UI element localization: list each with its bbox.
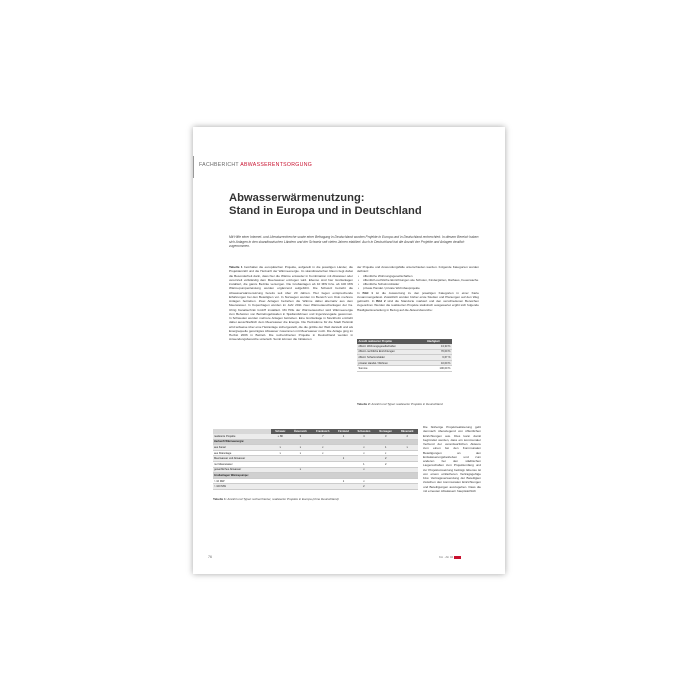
table-cell: Meerwasser und Abwasser (213, 456, 271, 462)
table-cell: 2 (396, 434, 418, 439)
table-header-cell: Häufigkeit (426, 339, 452, 344)
table-cell (375, 484, 397, 490)
table-header-cell: Anzahl realisierter Projekte (357, 339, 426, 344)
table-cell: 4 (353, 434, 375, 439)
caption-label: Tabelle 1: (213, 497, 227, 501)
table-cell: 2 (353, 484, 375, 490)
table-cell: x (271, 450, 289, 456)
table-cell (396, 484, 418, 490)
table-header-cell: Norwegen (375, 429, 397, 434)
table-cell: 3 (289, 434, 311, 439)
list-item: • private Handel / private Wohnbauprojekte (363, 286, 479, 290)
table-cell: Summe (357, 366, 426, 372)
table-cell: privater Handel / Wohnen (357, 360, 426, 366)
caption-text: Anzahl und Typen recherchierter, realisierter Projekte in Europa (ohne Deutschland) (226, 497, 339, 501)
article-title (229, 192, 422, 218)
table-cell: 3 (375, 434, 397, 439)
table-cell: x (353, 467, 375, 473)
table-header-cell: Schweden (353, 429, 375, 434)
table-cell: ≥ 80 (271, 434, 289, 439)
document-page (193, 127, 505, 574)
body-column-2 (357, 265, 479, 312)
col2-body (357, 291, 479, 312)
table-header-cell: Schweiz (271, 429, 289, 434)
body-text-1: beinhaltet die europäischen Projekte, aufgeteilt in die jeweiligen Länder, die Projektanzahl und die Herkunft der Wärmeenergie. Im skandinavischen Raum liegt dabei die Besonderheit darin, dass hier die Wärme entweder in Kombination mit Abwasser oder vereinzelt vollständig dem Meerwasser entzogen wird. Ebenso sind hier Großanlagen installiert, die ganze Bezirke versorgen. Die Großanlagen ab 10 MW bzw. ab 100 MW Wärmepumpenleistung werden ergänzend aufgeführt. Die Schweiz betreibt die Abwasserwärmenutzung bereits seit über 20 Jahren. Hier liegen entsprechende Erfahrungen bei den Beteiligten vor. In Norwegen werden im Bereich von Oslo mehrere Anlagen betrieben. Zwei Anlagen beziehen die Wärme dabei alternativ aus dem Meerwasser. In Kopenhagen wurden im Jahr 2011 zwei Wärmetauschanlagen der Fa. Uhrig Kanaltechnik GmbH installiert. Mit Hilfe der Wärmetauscher wird Wärmeenergie zum Beheizen von Betriebsgebäuden in Sjællandsbroen und Ingerslevsgade gewonnen. In Schweden werden mehrere Anlagen betrieben. Eine Großanlage in Stockholm entzieht dabei ausschließlich dem Meerwasser die Energie. Die Heizwärme für die Stadt Helsinki wird teilweise über eine Heizanlage sichergestellt, die die größte der Welt darstellt und als Energiequelle gereinigtes Abwasser zusammen mit Meerwasser nutzt. Die Anlage ging im Herbst 2006 in Betrieb. Die recherchierten Projekte in Deutschland werden in Anwendungsbereiche unterteilt. Somit können die Initiatoren (229, 265, 353, 342)
table-cell: Herkunft Wärmeenergie: (213, 439, 271, 445)
text-fragment: ist die Auswertung zu den jeweiligen Kategorien in einer Karte zusammengefasst. Zusätzlich wurden bisher erste Studien und Planungen auf den Weg gebracht. In (357, 290, 479, 303)
table-cell: x (353, 478, 375, 484)
table-cell: realisierte Projekte (213, 434, 271, 439)
table-cell: gewerbliches Abwasser (213, 467, 271, 473)
table-cell: 7 (311, 434, 334, 439)
table-cell: Großanlagen Wärmepumpe: (213, 473, 271, 479)
category-label: FACHBERICHT (199, 162, 239, 168)
table-cell: x (271, 445, 289, 451)
table-cell: aus Kläranlage (213, 450, 271, 456)
table-header-cell: Finnland (334, 429, 353, 434)
text-fragment: sind die Standorte markiert und den verschiedenen Bereichen zugeordnet. Werden die realisierten Projekte statistisch ausgewertet ergibt sich folgende Häufigkeitsverteilung in Bezug auf die Akteursbereiche: (357, 299, 479, 312)
figure1-ref: Bild 1 (362, 290, 373, 295)
table-cell: öffentl. Schwimmbäder (357, 355, 426, 361)
table2-caption (357, 402, 452, 406)
section-label: ABWASSERENTSORGUNG (240, 162, 313, 168)
table-cell: öffentl.-rechtliche Einrichtungen (357, 349, 426, 355)
table-cell (334, 484, 353, 490)
figure2-ref: Bild 2 (376, 299, 386, 303)
table-cell: x (375, 450, 397, 456)
table-2 (357, 339, 452, 372)
table-cell: 70,00 % (426, 349, 452, 355)
table-cell: 1 (375, 445, 397, 451)
table-cell: x (353, 445, 375, 451)
table-1 (213, 429, 418, 490)
table-cell: 2 (375, 456, 397, 462)
table-cell: 1 (334, 456, 353, 462)
table-header-cell: Österreich (289, 429, 311, 434)
table-header-cell: Dänemark (396, 429, 418, 434)
table-cell: x (289, 467, 311, 473)
table-cell: x (289, 445, 311, 451)
table-cell: aus Kanal (213, 445, 271, 451)
table-cell: x (353, 450, 375, 456)
table-cell: öffentl. Wohnungsgesellschaften (357, 344, 426, 349)
table-cell: 1 (334, 434, 353, 439)
table-cell: x (311, 445, 334, 451)
table-cell: 1 (353, 461, 375, 467)
table-cell: x (289, 450, 311, 456)
footer-text: KA · Ab 02 (439, 555, 454, 559)
table-row (213, 484, 418, 490)
table-1-body (213, 434, 418, 489)
header-rule (193, 156, 194, 178)
table-header-cell: Frankreich (311, 429, 334, 434)
list-item: • öffentliche Schwimmbäder (363, 282, 479, 286)
section-header (199, 162, 312, 168)
category-list (357, 274, 479, 291)
col2-intro: der Projekte und Anwendungsfälle unterschieden werden. Folgende Kategorien wurden definiert: (357, 265, 479, 274)
intro-paragraph: Mit Hilfe einer Internet- und Literaturrecherche sowie einer Befragung in Deutschland wurden Projekte in Europa und in Deutschland recherchiert. In diesem Bereich haben sich Anlagen in den skandinavischen Ländern und der Schweiz seit vielen Jahren etabliert. Auch in Deutschland hat die Anzahl der Projekte und Anlagen deutlich zugenommen. (229, 235, 479, 249)
table-cell: x (311, 450, 334, 456)
table-cell (271, 484, 289, 490)
table-cell (311, 484, 334, 490)
table-cell: 6,67 % (426, 355, 452, 361)
caption-label: Tabelle 2: (357, 402, 371, 406)
text-fragment: In (357, 290, 363, 295)
table-cell: > 100 MW (213, 484, 271, 490)
table-cell: x (396, 445, 418, 451)
table-cell: 100,00 % (426, 366, 452, 372)
publisher-logo-icon (454, 556, 461, 559)
list-item: • öffentliche Wohnungsgesellschaften (363, 274, 479, 278)
table-cell: > 10 MW (213, 478, 271, 484)
table-cell: 2 (375, 461, 397, 467)
table-cell: 13,33 % (426, 344, 452, 349)
title-line-1: Abwasserwärmenutzung: (229, 192, 365, 204)
table-row (357, 366, 452, 372)
list-item: • öffentlich-rechtliche Einrichtungen wie Schulen, Kindergärten, Rathaus, Feuerwache (363, 278, 479, 282)
page-number: 76 (208, 555, 212, 559)
table1-caption (213, 497, 423, 501)
table-cell: 10,00 % (426, 360, 452, 366)
table-cell: nur Meerwasser (213, 461, 271, 467)
table-cell: 1 (334, 478, 353, 484)
body-column-3: Die bisherige Projektrealisierung geht demnach überwiegend von öffentlichen Einrichtungen aus. Dies kann damit begründet werden, dass ein kommunaler Verbund der verantwortlichen Akteure zum einen bei den Kommunalen Beteiligungen an den Entwässerungsbetrieben und zum anderen bei den städtischen Liegenschaften zum Projektumfang und zur Projektumsetzung beiträgt. Ebenso ist von einem einfacheren Vertragsgefüge bzw. Vertragsverwendung der Beteiligten zwischen den kommunalen Einrichtungen und Beteiligungen auszugehen. Dass die mit erneuten Abwässern hauptsächlich (423, 425, 481, 493)
table1-ref: Tabelle 1 (229, 265, 243, 269)
footer (439, 555, 461, 559)
body-column-1 (229, 265, 353, 342)
table-cell (289, 484, 311, 490)
title-line-2: Stand in Europa und in Deutschland (229, 205, 422, 217)
caption-text: Anzahl und Typen realisierter Projekte in Deutschland (370, 402, 443, 406)
